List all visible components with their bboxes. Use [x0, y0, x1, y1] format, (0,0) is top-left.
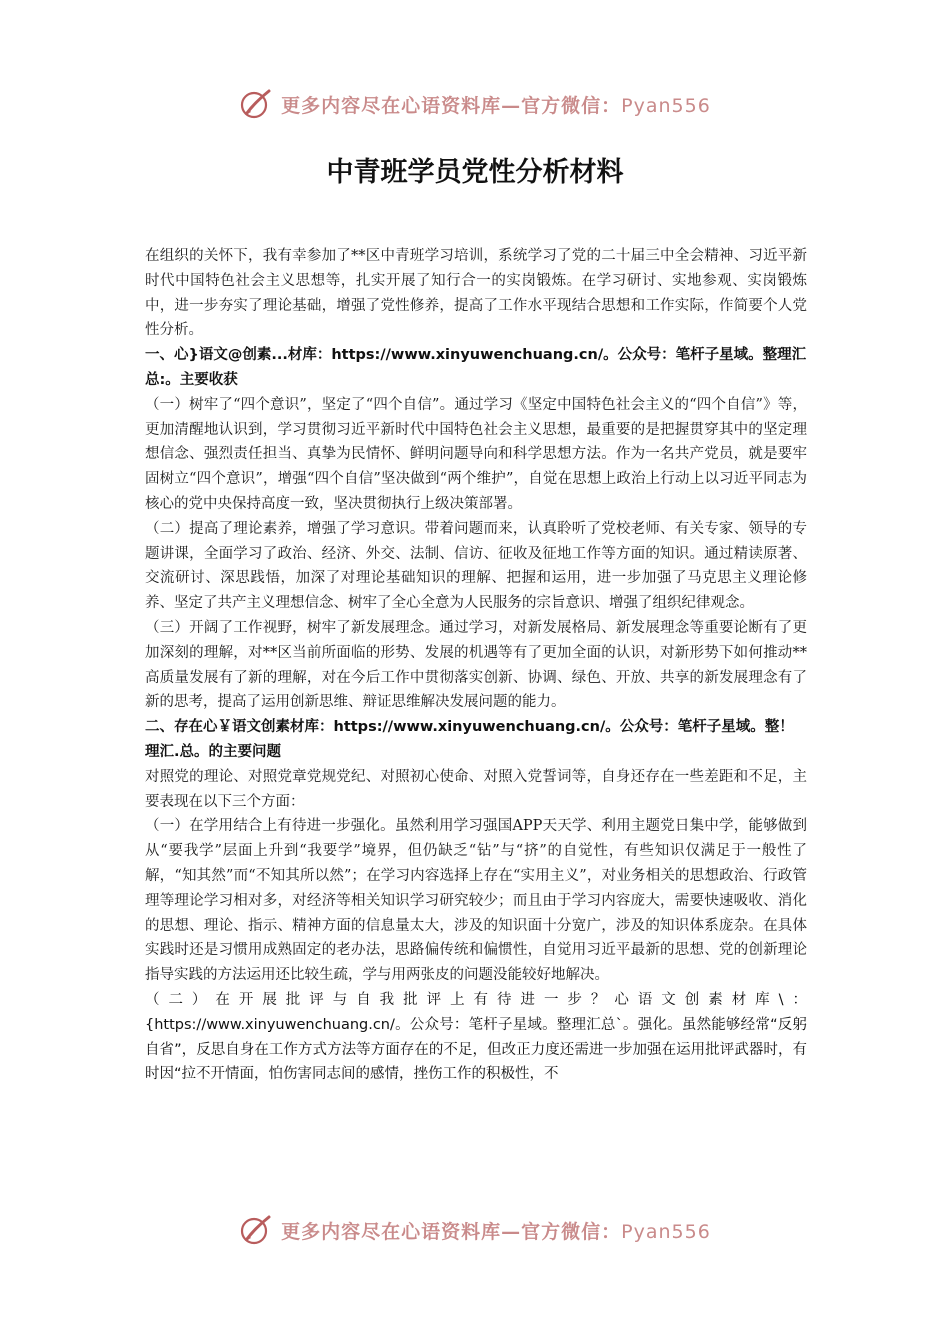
document-body	[145, 244, 807, 1087]
brush-logo-icon	[239, 1213, 273, 1247]
watermark-text: 更多内容尽在心语资料库—官方微信：Pyan556	[281, 1220, 711, 1243]
section-2-item-2: （二）在开展批评与自我批评上有待进一步？心语文创素材库\：{https://www.xinyuwenchuang.cn/。公众号：笔杆子星域。整理汇总`。强化。虽然能够经常“反躬自省”，反思自身在工作方式方法等方面存在的不足，但改正力度还需进一步加强在运用批评武器时，有时因“拉不开情面，怕伤害同志间的感情，挫伤工作的积极性，不	[145, 991, 807, 1083]
document-title: 中青班学员党性分析材料	[326, 157, 624, 188]
watermark-text: 更多内容尽在心语资料库—官方微信：Pyan556	[281, 94, 711, 117]
section-1-item-1: （一）树牢了“四个意识”，坚定了“四个自信”。通过学习《坚定中国特色社会主义的“四个自信”》等，更加清醒地认识到，学习贯彻习近平新时代中国特色社会主义思想，最重要的是把握贯穿其中的坚定理想信念、强烈责任担当、真挚为民情怀、鲜明问题导向和科学思想方法。作为一名共产党员，就是要牢固树立“四个意识”，增强“四个自信”坚决做到“两个维护”，自觉在思想上政治上行动上以习近平同志为核心的党中央保持高度一致，坚决贯彻执行上级决策部署。	[145, 396, 807, 512]
section-1-item-3: （三）开阔了工作视野，树牢了新发展理念。通过学习，对新发展格局、新发展理念等重要论断有了更加深刻的理解，对**区当前所面临的形势、发展的机遇等有了更加全面的认识，对新形势下如何推动**高质量发展有了新的理解，对在今后工作中贯彻落实创新、协调、绿色、开放、共享的新发展理念有了新的思考，提高了运用创新思维、辩证思维解决发展问题的能力。	[145, 619, 807, 711]
section-1-item-2: （二）提高了理论素养，增强了学习意识。带着问题而来，认真聆听了党校老师、有关专家、领导的专题讲课，全面学习了政治、经济、外交、法制、信访、征收及征地工作等方面的知识。通过精读原著、交流研讨、深思践悟，加深了对理论基础知识的理解、把握和运用，进一步加强了马克思主义理论修养、坚定了共产主义理想信念、树牢了全心全意为人民服务的宗旨意识、增强了组织纪律观念。	[145, 520, 807, 612]
bottom-watermark-banner	[0, 1210, 950, 1250]
top-watermark-banner	[0, 84, 950, 124]
intro-paragraph: 在组织的关怀下，我有幸参加了**区中青班学习培训，系统学习了党的二十届三中全会精神、习近平新时代中国特色社会主义思想等，扎实开展了知行合一的实岗锻炼。在学习研讨、实地参观、实岗锻炼中，进一步夯实了理论基础，增强了党性修养，提高了工作水平现结合思想和工作实际，作简要个人党性分析。	[145, 248, 807, 339]
section-2-item-1: （一）在学用结合上有待进一步强化。虽然利用学习强国APP天天学、利用主题党日集中学，能够做到从“要我学”层面上升到“我要学”境界，但仍缺乏“钻”与“挤”的自觉性，有些知识仅满足于一般性了解，“知其然”而“不知其所以然”；在学习内容选择上存在“实用主义”，对业务相关的思想政治、行政管理等理论学习相对多，对经济等相关知识学习研究较少；而且由于学习内容庞大，需要快速吸收、消化的思想、理论、指示、精神方面的信息量太大，涉及的知识面十分宽广，涉及的知识体系庞杂。在具体实践时还是习惯用成熟固定的老办法，思路偏传统和偏惯性，自觉用习近平最新的思想、党的创新理论指导实践的方法运用还比较生疏，学与用两张皮的问题没能较好地解决。	[145, 818, 807, 984]
brush-logo-icon	[239, 87, 273, 121]
section-2-lead: 对照党的理论、对照党章党规党纪、对照初心使命、对照入党誓词等，自身还存在一些差距和不足，主要表现在以下三个方面：	[145, 768, 807, 810]
wechat-id: Pyan556	[621, 94, 711, 117]
section-2-heading: 二、存在心￥语文创素材库：https://www.xinyuwenchuang.cn/。公众号：笔杆子星域。整！理汇.总。的主要问题	[145, 719, 794, 760]
wechat-id: Pyan556	[621, 1220, 711, 1243]
section-1-heading: 一、心}语文@创素...材库：https://www.xinyuwenchuang.cn/。公众号：笔杆子星域。整理汇总:。主要收获	[145, 347, 807, 388]
